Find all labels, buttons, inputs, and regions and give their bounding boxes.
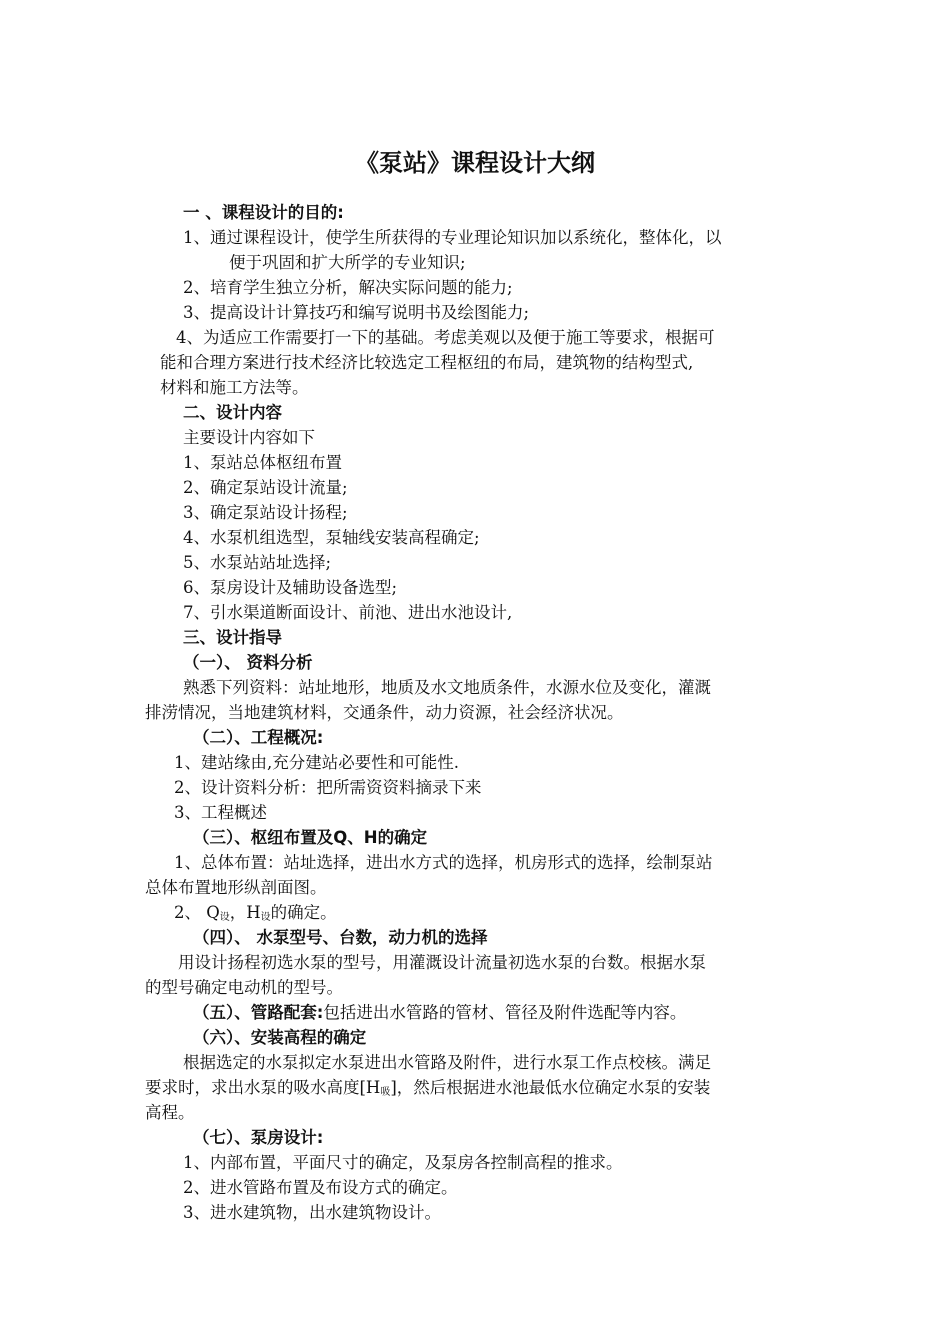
- qh-mid: ，H: [229, 903, 261, 922]
- s2-item-7: 7、引水渠道断面设计、前池、进出水池设计,: [183, 603, 513, 622]
- s1-item-1: 1、通过课程设计，使学生所获得的专业理论知识加以系统化，整体化，以: [183, 228, 722, 247]
- s3-part-2-item-2: 2、设计资料分析：把所需资资料摘录下来: [174, 778, 482, 797]
- s3-part-6-text-3: 高程。: [145, 1103, 195, 1122]
- s3-part-7-item-3: 3、进水建筑物，出水建筑物设计。: [183, 1203, 441, 1222]
- s3-part-4-text-2: 的型号确定电动机的型号。: [145, 978, 343, 997]
- s3-part-3-item-1-cont: 总体布置地形纵剖面图。: [145, 878, 327, 897]
- s2-item-4: 4、水泵机组选型，泵轴线安装高程确定;: [183, 528, 480, 547]
- s2-item-1: 1、泵站总体枢纽布置: [183, 453, 342, 472]
- s3-part-7-item-1: 1、内部布置，平面尺寸的确定，及泵房各控制高程的推求。: [183, 1153, 623, 1172]
- s3-part-2-item-3: 3、工程概述: [174, 803, 267, 822]
- s2-intro: 主要设计内容如下: [183, 428, 315, 447]
- qh-prefix: 2、 Q: [174, 903, 220, 922]
- s3-part-5-text: 包括进出水管路的管材、管径及附件选配等内容。: [323, 1003, 687, 1022]
- s3-part-6-text-2: [145, 1076, 710, 1105]
- s3-part-7-heading: （七）、泵房设计:: [193, 1128, 324, 1147]
- s1-item-2: 2、培育学生独立分析，解决实际问题的能力;: [183, 278, 513, 297]
- s3-part-4-text-1: 用设计扬程初选水泵的型号，用灌溉设计流量初选水泵的台数。根据水泵: [178, 953, 706, 972]
- section-2-heading: 二、设计内容: [183, 403, 282, 422]
- section-1-heading: 一 、课程设计的目的:: [183, 203, 344, 222]
- s3-part-5-heading: （五）、管路配套:: [193, 1003, 324, 1022]
- s3-part-1-text-2: 排涝情况，当地建筑材料，交通条件，动力资源，社会经济状况。: [145, 703, 624, 722]
- s3-part-3-heading: （三）、枢纽布置及Q、H的确定: [193, 828, 428, 847]
- suction-subscript: 吸: [380, 1087, 391, 1098]
- s3-part-1-heading: （一）、 资料分析: [183, 653, 313, 672]
- s1-item-4: 4、为适应工作需要打一下的基础。考虑美观以及便于施工等要求，根据可: [176, 328, 715, 347]
- s1-item-3: 3、提高设计计算技巧和编写说明书及绘图能力;: [183, 303, 530, 322]
- s3-part-6-text-1: 根据选定的水泵拟定水泵进出水管路及附件，进行水泵工作点校核。满足: [183, 1053, 711, 1072]
- section-3-heading: 三、设计指导: [183, 628, 282, 647]
- document-title: 《泵站》课程设计大纲: [355, 149, 595, 177]
- s3-part-1-text-1: 熟悉下列资料：站址地形，地质及水文地质条件，水源水位及变化，灌溉: [183, 678, 711, 697]
- s2-item-5: 5、水泵站站址选择;: [183, 553, 332, 572]
- suction-suffix: ]，然后根据进水池最低水位确定水泵的安装: [390, 1078, 711, 1097]
- s2-item-2: 2、确定泵站设计流量;: [183, 478, 348, 497]
- s1-item-4-cont: 能和合理方案进行技术经济比较选定工程枢纽的布局，建筑物的结构型式,: [160, 353, 694, 372]
- s3-part-4-heading: （四）、 水泵型号、台数，动力机的选择: [193, 928, 488, 947]
- s3-part-5-line: [193, 1001, 686, 1025]
- h-subscript: 设: [260, 912, 271, 923]
- s3-part-2-item-1: 1、建站缘由,充分建站必要性和可能性.: [174, 753, 459, 772]
- s3-part-2-heading: （二）、工程概况:: [193, 728, 324, 747]
- s3-part-3-item-1: 1、总体布置：站址选择，进出水方式的选择，机房形式的选择，绘制泵站: [174, 853, 713, 872]
- s1-item-1-cont: 便于巩固和扩大所学的专业知识;: [229, 253, 466, 272]
- s1-item-4-cont2: 材料和施工方法等。: [160, 378, 309, 397]
- s3-part-6-heading: （六）、安装高程的确定: [193, 1028, 367, 1047]
- qh-suffix: 的确定。: [270, 903, 337, 922]
- suction-prefix: 要求时，求出水泵的吸水高度[H: [145, 1078, 381, 1097]
- s3-part-7-item-2: 2、进水管路布置及布设方式的确定。: [183, 1178, 458, 1197]
- s2-item-3: 3、确定泵站设计扬程;: [183, 503, 348, 522]
- q-subscript: 设: [219, 912, 230, 923]
- s2-item-6: 6、泵房设计及辅助设备选型;: [183, 578, 398, 597]
